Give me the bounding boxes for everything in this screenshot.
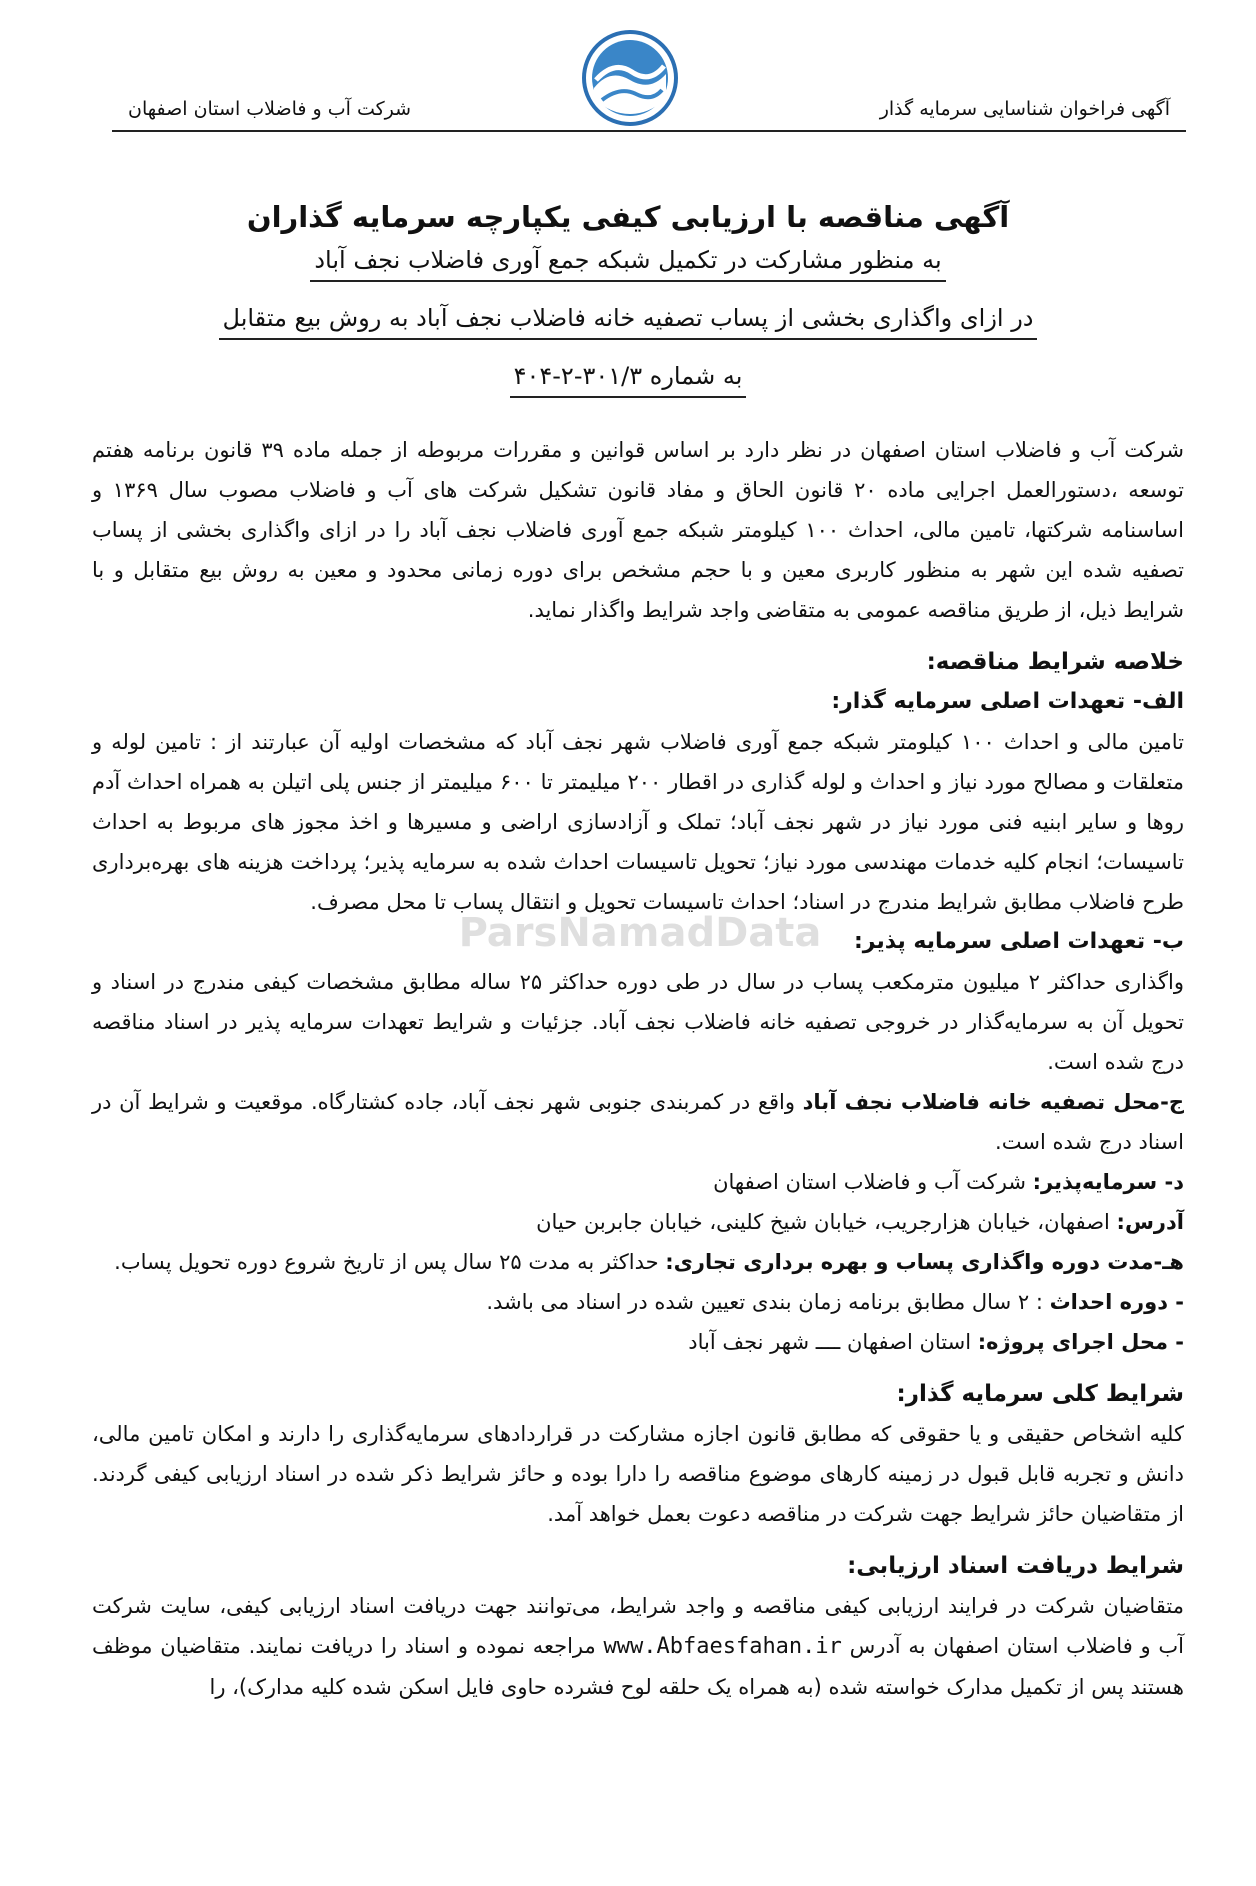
general-heading: شرایط کلی سرمایه گذار: — [896, 1381, 1184, 1407]
general-paragraph: کلیه اشخاص حقیقی و یا حقوقی که مطابق قانون اجازه مشارکت در قراردادهای سرمایه‌گذاری را دارند و امکان تامین مالی، دانش و تجربه قابل قبول در زمینه کارهای موضوع مناقصه را دارا بوده و حائز شرایط ذکر شده در اسناد ارزیابی کیفی گردند. از متقاضیان حائز شرایط جهت شرکت در مناقصه دعوت بعمل خواهد آمد. — [92, 1422, 1184, 1526]
period-label: - دوره احداث — [1049, 1290, 1184, 1314]
watermark-brand: ParsNamadData — [458, 910, 822, 956]
docs-text-1: متقاضیان شرکت در فرایند ارزیابی کیفی مناقصه و واجد شرایط، می‌توانند جهت دریافت اسناد ارزیابی کیفی، سایت شرکت آب و فاضلاب استان اصفهان به آدرس — [92, 1594, 1184, 1658]
be-paragraph: واگذاری حداکثر ۲ میلیون مترمکعب پساب در سال در طی دوره حداکثر ۲۵ ساله مطابق مشخصات کیفی مندرج در اسناد و تحویل آن به سرمایه‌گذار در خروجی تصفیه خانه فاضلاب نجف آباد. جزئیات و شرایط تعهدات سرمایه پذیر در اسناد مناقصه درج شده است. — [92, 970, 1185, 1074]
be-heading: ب- تعهدات اصلی سرمایه پذیر: — [854, 929, 1184, 954]
main-title: آگهی مناقصه با ارزیابی کیفی یکپارچه سرمایه گذاران — [246, 200, 1010, 234]
intro-paragraph: شرکت آب و فاضلاب استان اصفهان در نظر دارد بر اساس قوانین و مقررات مربوطه از جمله ماده ۳۹ قانون برنامه هفتم توسعه ،دستورالعمل اجرایی ماده ۲۰ قانون الحاق و مفاد قانون تشکیل شرکت های آب و فاضلاب مصوب سال ۱۳۶۹ و اساسنامه شرکتها، تامین مالی، احداث ۱۰۰ کیلومتر شبکه جمع آوری فاضلاب نجف آباد را در ازای واگذاری بخشی از پساب تصفیه شده این شهر به منظور کاربری معین و با حجم مشخص برای دوره زمانی محدود و معین به روش بیع متقابل و با شرایط ذیل، از طریق مناقصه عمومی به متقاضی واجد شرایط واگذار نماید. — [92, 438, 1184, 622]
subtitle-1: به منظور مشارکت در تکمیل شبکه جمع آوری فاضلاب نجف آباد — [310, 246, 945, 282]
jim-text: واقع در کمربندی جنوبی شهر نجف آباد، جاده کشتارگاه. موقعیت و شرایط آن در اسناد درج شده است. — [92, 1090, 1184, 1154]
tender-number: به شماره ۳۰۱/۳-۲-۴۰۴ — [510, 362, 747, 398]
location-text: استان اصفهان ــــ شهر نجف آباد — [688, 1330, 978, 1354]
water-wave-logo — [580, 28, 680, 128]
subtitle-2: در ازای واگذاری بخشی از پساب تصفیه خانه فاضلاب نجف آباد به روش بیع متقابل — [219, 304, 1038, 340]
website-link[interactable]: www.Abfaesfahan.ir — [603, 1634, 842, 1659]
jim-paragraph — [92, 1082, 1184, 1162]
document-body — [92, 430, 1184, 1707]
alef-paragraph: تامین مالی و احداث ۱۰۰ کیلومتر شبکه جمع آوری فاضلاب شهر نجف آباد که مشخصات اولیه آن عبارتند از : تامین لوله و متعلقات و مصالح مورد نیاز و احداث و لوله گذاری در اقطار ۲۰۰ میلیمتر تا ۶۰۰ میلیمتر از جنس پلی اتیلن به همراه احداث آدم روها و سایر ابنیه فنی مورد نیاز در شهر نجف آباد؛ تملک و آزادسازی اراضی و مسیرها و اخذ مجوز های مربوط به احداث تاسیسات؛ انجام کلیه خدمات مهندسی مورد نیاز؛ تحویل تاسیسات احداث شده به سرمایه پذیر؛ پرداخت هزینه های بهره‌برداری طرح فاضلاب مطابق شرایط مندرج در اسناد؛ احداث تاسیسات تحویل و انتقال پساب تا محل مصرف. — [92, 730, 1184, 914]
address-text: اصفهان، خیابان هزارجریب، خیابان شیخ کلینی، خیابان جابربن حیان — [536, 1210, 1117, 1234]
dal-paragraph — [92, 1162, 1184, 1202]
title-block — [90, 200, 1166, 398]
dal-text: شرکت آب و فاضلاب استان اصفهان — [713, 1170, 1033, 1194]
dal-label: د- سرمایه‌پذیر: — [1032, 1170, 1184, 1194]
address-label: آدرس: — [1116, 1210, 1184, 1234]
docs-heading: شرایط دریافت اسناد ارزیابی: — [847, 1553, 1184, 1579]
period-text: : ۲ سال مطابق برنامه زمان بندی تعیین شده در اسناد می باشد. — [486, 1290, 1050, 1314]
he-label: هـ-مدت دوره واگذاری پساب و بهره برداری تجاری: — [665, 1250, 1184, 1274]
location-label: - محل اجرای پروژه: — [977, 1330, 1184, 1354]
docs-paragraph — [92, 1586, 1184, 1707]
summary-heading: خلاصه شرایط مناقصه: — [926, 649, 1184, 675]
header-left-text: شرکت آب و فاضلاب استان اصفهان — [128, 98, 412, 120]
jim-label: ج-محل تصفیه خانه فاضلاب نجف آباد — [802, 1090, 1184, 1114]
he-paragraph — [92, 1242, 1184, 1282]
location-paragraph — [92, 1322, 1184, 1362]
header-right-text: آگهی فراخوان شناسایی سرمایه گذار — [879, 98, 1170, 120]
he-text: حداکثر به مدت ۲۵ سال پس از تاریخ شروع دوره تحویل پساب. — [114, 1250, 666, 1274]
address-paragraph — [92, 1202, 1184, 1242]
docs-text-2: مراجعه نموده و اسناد را دریافت نمایند. متقاضیان موظف هستند پس از تکمیل مدارک خواسته شده (به همراه یک حلقه لوح فشرده حاوی فایل اسکن شده کلیه مدارک)، را — [92, 1634, 1184, 1699]
header-divider — [112, 130, 1186, 132]
alef-heading: الف- تعهدات اصلی سرمایه گذار: — [831, 689, 1184, 714]
period-paragraph — [92, 1282, 1184, 1322]
